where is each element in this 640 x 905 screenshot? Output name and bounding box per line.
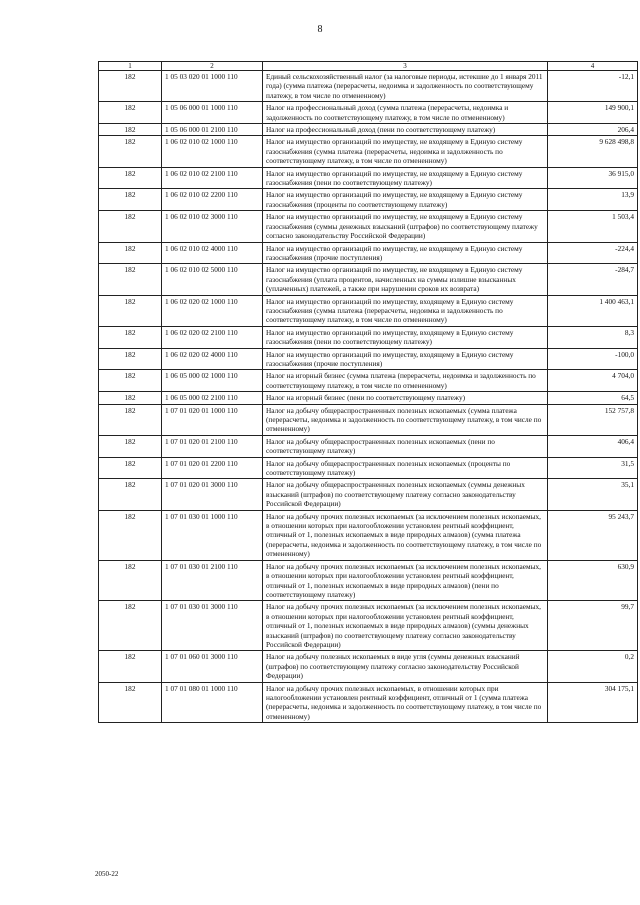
table-row [99,479,638,510]
cell-revenue-name: Налог на добычу общераспространенных полезных ископаемых (сумма платежа (перерасчеты, недоимка и задолженность по соответствующему платежу, в том числе по отмененному) [263,404,548,435]
cell-admin-code: 182 [99,435,162,457]
table-row [99,189,638,211]
cell-amount: 36 915,0 [548,167,638,189]
cell-budget-code: 1 07 01 030 01 2100 110 [162,560,263,601]
table-row [99,510,638,560]
cell-revenue-name: Налог на добычу прочих полезных ископаемых (за исключением полезных ископаемых, в отношении которых при налогообложении установлен рентный коэффициент, отличный от 1, полезных ископаемых в виде природных алмазов) (суммы денежных взысканий (штрафов) по соответствующему платежу согласно законодательству Российской Федерации) [263,601,548,651]
cell-admin-code: 182 [99,370,162,392]
cell-admin-code: 182 [99,242,162,264]
cell-amount: 9 628 498,8 [548,136,638,167]
table-row [99,404,638,435]
cell-amount: 8,3 [548,326,638,348]
cell-budget-code: 1 07 01 030 01 1000 110 [162,510,263,560]
cell-admin-code: 182 [99,348,162,370]
table-row [99,102,638,124]
cell-budget-code: 1 06 02 010 02 5000 110 [162,264,263,295]
cell-amount: 0,2 [548,651,638,682]
table-row [99,651,638,682]
table-row [99,392,638,404]
cell-admin-code: 182 [99,682,162,723]
table-row [99,211,638,242]
cell-amount: -224,4 [548,242,638,264]
cell-revenue-name: Налог на добычу общераспространенных полезных ископаемых (суммы денежных взысканий (штрафов) по соответствующему платежу согласно законодательству Российской Федерации) [263,479,548,510]
table-row [99,326,638,348]
cell-revenue-name: Налог на имущество организаций по имуществу, не входящему в Единую систему газоснабжения (суммы денежных взысканий (штрафов) по соответствующему платежу согласно законодательству Российской Федерации) [263,211,548,242]
cell-budget-code: 1 05 06 000 01 1000 110 [162,102,263,124]
table-row [99,601,638,651]
cell-admin-code: 182 [99,211,162,242]
cell-budget-code: 1 06 02 020 02 1000 110 [162,295,263,326]
cell-budget-code: 1 06 05 000 02 1000 110 [162,370,263,392]
cell-revenue-name: Налог на добычу общераспространенных полезных ископаемых (проценты по соответствующему платежу) [263,457,548,479]
cell-budget-code: 1 05 03 020 01 1000 110 [162,71,263,102]
cell-amount: 152 757,8 [548,404,638,435]
cell-revenue-name: Налог на имущество организаций по имуществу, не входящему в Единую систему газоснабжения (сумма платежа (перерасчеты, недоимка и задолженность по соответствующему платежу, в том числе по отмененному) [263,136,548,167]
cell-admin-code: 182 [99,295,162,326]
table-row [99,560,638,601]
cell-amount: 630,9 [548,560,638,601]
cell-amount: 99,7 [548,601,638,651]
cell-amount: -284,7 [548,264,638,295]
cell-revenue-name: Налог на добычу полезных ископаемых в виде угля (суммы денежных взысканий (штрафов) по соответствующему платежу согласно законодательству Российской Федерации) [263,651,548,682]
table-row [99,348,638,370]
cell-budget-code: 1 07 01 080 01 1000 110 [162,682,263,723]
cell-revenue-name: Налог на игорный бизнес (сумма платежа (перерасчеты, недоимка и задолженность по соответствующему платежу, в том числе по отмененному) [263,370,548,392]
cell-revenue-name: Налог на имущество организаций по имуществу, не входящему в Единую систему газоснабжения (проценты по соответствующему платежу) [263,189,548,211]
cell-revenue-name: Налог на имущество организаций по имуществу, входящему в Единую систему газоснабжения (прочие поступления) [263,348,548,370]
cell-admin-code: 182 [99,189,162,211]
cell-admin-code: 182 [99,404,162,435]
cell-revenue-name: Налог на имущество организаций по имуществу, не входящему в Единую систему газоснабжения (уплата процентов, начисленных на суммы излишне взысканных (уплаченных) платежей, а также при нарушении сроков их возврата) [263,264,548,295]
cell-budget-code: 1 07 01 020 01 2200 110 [162,457,263,479]
table-row [99,136,638,167]
cell-revenue-name: Налог на добычу прочих полезных ископаемых (за исключением полезных ископаемых, в отношении которых при налогообложении установлен рентный коэффициент, отличный от 1, полезных ископаемых в виде природных алмазов) (пени по соответствующему платежу) [263,560,548,601]
cell-admin-code: 182 [99,479,162,510]
cell-amount: 1 503,4 [548,211,638,242]
cell-budget-code: 1 06 02 010 02 1000 110 [162,136,263,167]
cell-budget-code: 1 06 02 020 02 2100 110 [162,326,263,348]
cell-admin-code: 182 [99,392,162,404]
column-header-4: 4 [548,62,638,71]
cell-amount: -100,0 [548,348,638,370]
cell-budget-code: 1 07 01 030 01 3000 110 [162,601,263,651]
cell-amount: 406,4 [548,435,638,457]
cell-amount: 64,5 [548,392,638,404]
table-row [99,242,638,264]
cell-budget-code: 1 06 02 020 02 4000 110 [162,348,263,370]
cell-revenue-name: Налог на профессиональный доход (сумма платежа (перерасчеты, недоимка и задолженность по соответствующему платежу, в том числе по отмененному) [263,102,548,124]
column-header-3: 3 [263,62,548,71]
table-row [99,682,638,723]
cell-admin-code: 182 [99,560,162,601]
table-row [99,167,638,189]
cell-admin-code: 182 [99,71,162,102]
cell-amount: 4 704,0 [548,370,638,392]
cell-revenue-name: Налог на имущество организаций по имуществу, входящему в Единую систему газоснабжения (сумма платежа (перерасчеты, недоимка и задолженность по соответствующему платежу, в том числе по отмененному) [263,295,548,326]
cell-budget-code: 1 06 02 010 02 2200 110 [162,189,263,211]
cell-revenue-name: Налог на игорный бизнес (пени по соответствующему платежу) [263,392,548,404]
footer-code: 2050-22 [95,870,119,878]
table-row [99,71,638,102]
cell-admin-code: 182 [99,651,162,682]
cell-amount: 13,9 [548,189,638,211]
cell-amount: 149 900,1 [548,102,638,124]
cell-revenue-name: Налог на имущество организаций по имуществу, не входящему в Единую систему газоснабжения (пени по соответствующему платежу) [263,167,548,189]
cell-amount: 1 400 463,1 [548,295,638,326]
cell-budget-code: 1 06 05 000 02 2100 110 [162,392,263,404]
cell-revenue-name: Налог на профессиональный доход (пени по соответствующему платежу) [263,124,548,136]
cell-budget-code: 1 07 01 060 01 3000 110 [162,651,263,682]
cell-budget-code: 1 06 02 010 02 4000 110 [162,242,263,264]
cell-admin-code: 182 [99,102,162,124]
cell-admin-code: 182 [99,124,162,136]
cell-admin-code: 182 [99,264,162,295]
column-header-1: 1 [99,62,162,71]
cell-admin-code: 182 [99,326,162,348]
cell-revenue-name: Налог на добычу прочих полезных ископаемых, в отношении которых при налогообложении установлен рентный коэффициент, отличный от 1 (сумма платежа (перерасчеты, недоимка и задолженность по соответствующему платежу, в том числе по отмененному) [263,682,548,723]
cell-revenue-name: Налог на имущество организаций по имуществу, не входящему в Единую систему газоснабжения (прочие поступления) [263,242,548,264]
cell-budget-code: 1 07 01 020 01 2100 110 [162,435,263,457]
cell-revenue-name: Налог на добычу общераспространенных полезных ископаемых (пени по соответствующему платежу) [263,435,548,457]
cell-budget-code: 1 07 01 020 01 3000 110 [162,479,263,510]
table-row [99,370,638,392]
cell-admin-code: 182 [99,510,162,560]
column-header-2: 2 [162,62,263,71]
cell-budget-code: 1 07 01 020 01 1000 110 [162,404,263,435]
cell-budget-code: 1 06 02 010 02 3000 110 [162,211,263,242]
cell-revenue-name: Налог на добычу прочих полезных ископаемых (за исключением полезных ископаемых, в отношении которых при налогообложении установлен рентный коэффициент, отличный от 1, полезных ископаемых в виде природных алмазов) (сумма платежа (перерасчеты, недоимка и задолженность по соответствующему платежу, в том числе по отмененному) [263,510,548,560]
cell-amount: 31,5 [548,457,638,479]
cell-admin-code: 182 [99,457,162,479]
cell-amount: 206,4 [548,124,638,136]
cell-amount: -12,1 [548,71,638,102]
budget-revenue-table [98,61,638,723]
cell-admin-code: 182 [99,136,162,167]
table-row [99,295,638,326]
cell-revenue-name: Налог на имущество организаций по имуществу, входящему в Единую систему газоснабжения (пени по соответствующему платежу) [263,326,548,348]
cell-budget-code: 1 05 06 000 01 2100 110 [162,124,263,136]
page-number: 8 [317,24,323,35]
cell-admin-code: 182 [99,601,162,651]
table-row [99,124,638,136]
cell-amount: 304 175,1 [548,682,638,723]
table-row [99,435,638,457]
table-body [99,71,638,723]
table-header-row [99,62,638,71]
cell-budget-code: 1 06 02 010 02 2100 110 [162,167,263,189]
cell-amount: 35,1 [548,479,638,510]
cell-admin-code: 182 [99,167,162,189]
cell-revenue-name: Единый сельскохозяйственный налог (за налоговые периоды, истекшие до 1 января 2011 года) (сумма платежа (перерасчеты, недоимка и задолженность по соответствующему платежу, в том числе по отмененному) [263,71,548,102]
cell-amount: 95 243,7 [548,510,638,560]
table-row [99,264,638,295]
table-row [99,457,638,479]
